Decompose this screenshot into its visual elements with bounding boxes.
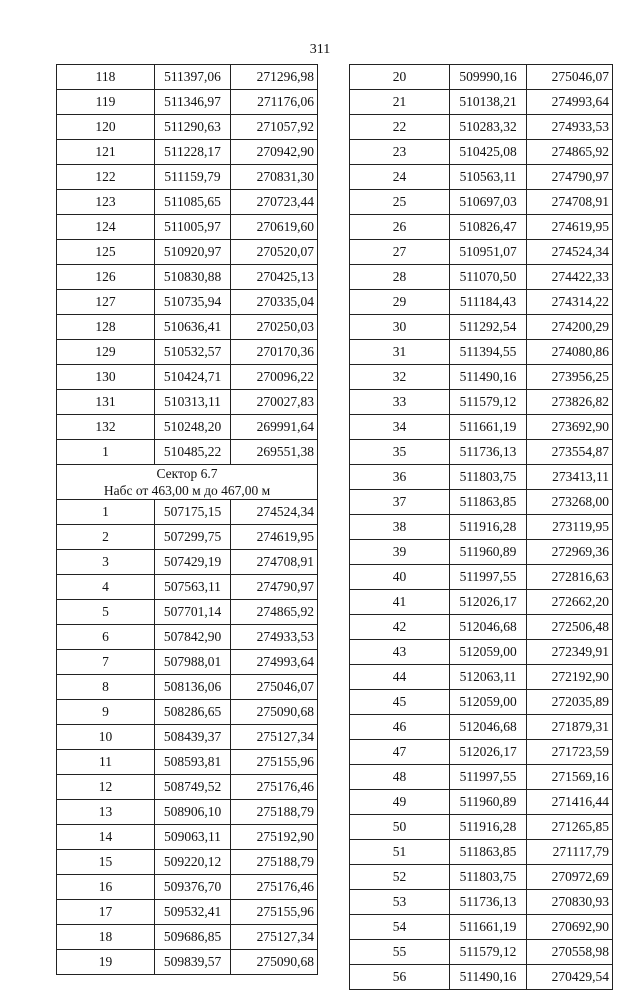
table-row [350, 740, 613, 765]
coordinate-x: 512026,17 [450, 740, 527, 765]
table-row [57, 140, 318, 165]
table-row [350, 465, 613, 490]
coordinate-x: 511346,97 [155, 90, 231, 115]
coordinate-y: 269991,64 [231, 415, 318, 440]
coordinate-y: 270250,03 [231, 315, 318, 340]
point-number: 125 [57, 240, 155, 265]
table-row [57, 90, 318, 115]
coordinate-x: 510138,21 [450, 90, 527, 115]
point-number: 23 [350, 140, 450, 165]
coordinate-x: 509532,41 [155, 900, 231, 925]
point-number: 124 [57, 215, 155, 240]
table-row [57, 775, 318, 800]
point-number: 42 [350, 615, 450, 640]
point-number: 17 [57, 900, 155, 925]
table-row [350, 665, 613, 690]
table-row [350, 540, 613, 565]
table-row [350, 640, 613, 665]
table-row [350, 940, 613, 965]
point-number: 46 [350, 715, 450, 740]
point-number: 35 [350, 440, 450, 465]
point-number: 26 [350, 215, 450, 240]
point-number: 131 [57, 390, 155, 415]
coordinate-y: 274933,53 [231, 625, 318, 650]
coordinate-y: 274933,53 [527, 115, 613, 140]
point-number: 130 [57, 365, 155, 390]
point-number: 49 [350, 790, 450, 815]
table-row [57, 800, 318, 825]
coordinate-y: 271723,59 [527, 740, 613, 765]
point-number: 43 [350, 640, 450, 665]
coordinate-y: 272816,63 [527, 565, 613, 590]
sector-title: Сектор 6.7 [156, 466, 218, 481]
table-body-left-top [57, 65, 318, 465]
table-row [57, 315, 318, 340]
table-row [57, 265, 318, 290]
coordinate-y: 273956,25 [527, 365, 613, 390]
coordinate-y: 275127,34 [231, 925, 318, 950]
coordinate-x: 511803,75 [450, 865, 527, 890]
coordinate-x: 507988,01 [155, 650, 231, 675]
coordinate-y: 273554,87 [527, 440, 613, 465]
coordinate-y: 271057,92 [231, 115, 318, 140]
coordinate-x: 508286,65 [155, 700, 231, 725]
point-number: 29 [350, 290, 450, 315]
table-row [57, 700, 318, 725]
coordinate-x: 510485,22 [155, 440, 231, 465]
coordinate-y: 275192,90 [231, 825, 318, 850]
point-number: 132 [57, 415, 155, 440]
point-number: 37 [350, 490, 450, 515]
coordinate-x: 509376,70 [155, 875, 231, 900]
coordinate-y: 271176,06 [231, 90, 318, 115]
coordinate-y: 274865,92 [231, 600, 318, 625]
coordinate-y: 270520,07 [231, 240, 318, 265]
point-number: 13 [57, 800, 155, 825]
coordinate-y: 270619,60 [231, 215, 318, 240]
table-row [350, 190, 613, 215]
table-row [350, 790, 613, 815]
point-number: 56 [350, 965, 450, 990]
point-number: 15 [57, 850, 155, 875]
coordinate-y: 272035,89 [527, 690, 613, 715]
coordinate-x: 508593,81 [155, 750, 231, 775]
point-number: 36 [350, 465, 450, 490]
coordinate-x: 509686,85 [155, 925, 231, 950]
point-number: 25 [350, 190, 450, 215]
table-row [350, 915, 613, 940]
table-row [350, 65, 613, 90]
coordinate-x: 509839,57 [155, 950, 231, 975]
table-row [350, 240, 613, 265]
coordinate-y: 275155,96 [231, 900, 318, 925]
table-row [350, 115, 613, 140]
coordinate-y: 272349,91 [527, 640, 613, 665]
point-number: 34 [350, 415, 450, 440]
coordinate-x: 511228,17 [155, 140, 231, 165]
point-number: 9 [57, 700, 155, 725]
point-number: 8 [57, 675, 155, 700]
point-number: 7 [57, 650, 155, 675]
point-number: 20 [350, 65, 450, 90]
point-number: 44 [350, 665, 450, 690]
coordinate-y: 275090,68 [231, 950, 318, 975]
sector-subtitle: Набс от 463,00 м до 467,00 м [103, 483, 271, 498]
point-number: 1 [57, 440, 155, 465]
table-row [57, 575, 318, 600]
point-number: 27 [350, 240, 450, 265]
coordinate-y: 274993,64 [527, 90, 613, 115]
coordinate-x: 511661,19 [450, 915, 527, 940]
point-number: 126 [57, 265, 155, 290]
coordinate-x: 510248,20 [155, 415, 231, 440]
table-row [350, 215, 613, 240]
coordinate-x: 511960,89 [450, 540, 527, 565]
table-row [57, 390, 318, 415]
point-number: 4 [57, 575, 155, 600]
coordinate-x: 511394,55 [450, 340, 527, 365]
point-number: 53 [350, 890, 450, 915]
sector-header-body [57, 465, 318, 500]
point-number: 48 [350, 765, 450, 790]
coordinate-x: 507299,75 [155, 525, 231, 550]
coordinate-y: 275188,79 [231, 850, 318, 875]
table-row [57, 525, 318, 550]
table-row [57, 850, 318, 875]
point-number: 33 [350, 390, 450, 415]
table-row [57, 600, 318, 625]
table-row [57, 925, 318, 950]
point-number: 40 [350, 565, 450, 590]
table-row [350, 965, 613, 990]
table-row [57, 340, 318, 365]
table-row [57, 550, 318, 575]
point-number: 6 [57, 625, 155, 650]
coordinate-x: 511916,28 [450, 515, 527, 540]
table-row [350, 890, 613, 915]
point-number: 51 [350, 840, 450, 865]
coordinate-x: 511579,12 [450, 390, 527, 415]
coordinate-x: 510563,11 [450, 165, 527, 190]
point-number: 118 [57, 65, 155, 90]
point-number: 28 [350, 265, 450, 290]
coordinate-y: 271416,44 [527, 790, 613, 815]
coordinate-y: 272506,48 [527, 615, 613, 640]
coordinate-y: 270692,90 [527, 915, 613, 940]
coordinate-y: 270096,22 [231, 365, 318, 390]
table-row [57, 950, 318, 975]
point-number: 123 [57, 190, 155, 215]
coordinate-x: 508906,10 [155, 800, 231, 825]
coordinate-x: 512063,11 [450, 665, 527, 690]
coordinate-y: 274865,92 [527, 140, 613, 165]
table-row [57, 725, 318, 750]
coordinate-x: 511863,85 [450, 490, 527, 515]
coordinate-x: 511290,63 [155, 115, 231, 140]
coordinate-x: 511490,16 [450, 965, 527, 990]
point-number: 2 [57, 525, 155, 550]
point-number: 54 [350, 915, 450, 940]
coordinate-y: 274524,34 [231, 500, 318, 525]
table-row [350, 390, 613, 415]
coordinate-x: 509220,12 [155, 850, 231, 875]
coordinate-x: 510697,03 [450, 190, 527, 215]
point-number: 3 [57, 550, 155, 575]
point-number: 41 [350, 590, 450, 615]
coordinate-y: 274524,34 [527, 240, 613, 265]
coordinate-y: 274080,86 [527, 340, 613, 365]
table-body-left-bottom [57, 500, 318, 975]
table-row [350, 365, 613, 390]
coordinate-y: 275188,79 [231, 800, 318, 825]
coordinate-y: 273692,90 [527, 415, 613, 440]
coordinate-x: 510636,41 [155, 315, 231, 340]
coordinate-y: 270425,13 [231, 265, 318, 290]
table-row [57, 625, 318, 650]
coordinate-x: 511397,06 [155, 65, 231, 90]
coordinate-y: 274708,91 [231, 550, 318, 575]
coordinate-x: 507175,15 [155, 500, 231, 525]
point-number: 32 [350, 365, 450, 390]
coordinate-x: 511579,12 [450, 940, 527, 965]
table-row [350, 715, 613, 740]
coordinate-y: 270335,04 [231, 290, 318, 315]
table-row [350, 765, 613, 790]
table-row [350, 840, 613, 865]
coordinate-y: 273119,95 [527, 515, 613, 540]
coordinate-x: 512059,00 [450, 640, 527, 665]
point-number: 1 [57, 500, 155, 525]
coordinate-y: 270170,36 [231, 340, 318, 365]
coordinate-x: 509990,16 [450, 65, 527, 90]
coordinate-x: 507842,90 [155, 625, 231, 650]
coordinate-x: 512046,68 [450, 615, 527, 640]
coordinate-y: 271296,98 [231, 65, 318, 90]
table-row [57, 365, 318, 390]
table-row [57, 240, 318, 265]
point-number: 122 [57, 165, 155, 190]
table-row [57, 875, 318, 900]
point-number: 50 [350, 815, 450, 840]
table-row [350, 865, 613, 890]
coordinate-x: 511916,28 [450, 815, 527, 840]
coordinate-y: 270558,98 [527, 940, 613, 965]
point-number: 30 [350, 315, 450, 340]
coordinate-x: 507701,14 [155, 600, 231, 625]
point-number: 39 [350, 540, 450, 565]
coordinate-x: 510830,88 [155, 265, 231, 290]
coordinate-x: 511159,79 [155, 165, 231, 190]
point-number: 119 [57, 90, 155, 115]
coordinate-y: 274790,97 [527, 165, 613, 190]
coordinate-y: 270831,30 [231, 165, 318, 190]
point-number: 19 [57, 950, 155, 975]
coordinate-y: 275127,34 [231, 725, 318, 750]
table-row [350, 165, 613, 190]
point-number: 128 [57, 315, 155, 340]
coordinate-x: 508136,06 [155, 675, 231, 700]
coordinate-x: 507429,19 [155, 550, 231, 575]
coordinate-y: 275155,96 [231, 750, 318, 775]
coordinate-x: 512026,17 [450, 590, 527, 615]
coordinate-y: 275046,07 [231, 675, 318, 700]
coordinate-x: 510951,07 [450, 240, 527, 265]
point-number: 129 [57, 340, 155, 365]
coordinate-y: 269551,38 [231, 440, 318, 465]
coordinate-x: 507563,11 [155, 575, 231, 600]
table-row [57, 650, 318, 675]
table-row [350, 290, 613, 315]
coordinate-x: 509063,11 [155, 825, 231, 850]
coordinate-y: 272969,36 [527, 540, 613, 565]
table-row [57, 750, 318, 775]
point-number: 22 [350, 115, 450, 140]
coordinate-x: 511960,89 [450, 790, 527, 815]
table-row [57, 500, 318, 525]
point-number: 16 [57, 875, 155, 900]
coordinate-x: 511997,55 [450, 565, 527, 590]
coordinate-y: 272662,20 [527, 590, 613, 615]
table-body-right [350, 65, 613, 990]
point-number: 38 [350, 515, 450, 540]
coordinate-x: 511661,19 [450, 415, 527, 440]
coordinate-y: 275090,68 [231, 700, 318, 725]
coordinate-x: 510735,94 [155, 290, 231, 315]
table-row [350, 515, 613, 540]
table-row [350, 340, 613, 365]
coordinate-x: 510826,47 [450, 215, 527, 240]
table-row [350, 565, 613, 590]
coordinate-x: 511184,43 [450, 290, 527, 315]
coordinate-x: 511490,16 [450, 365, 527, 390]
coordinate-y: 272192,90 [527, 665, 613, 690]
point-number: 127 [57, 290, 155, 315]
coordinate-y: 274993,64 [231, 650, 318, 675]
table-row [57, 65, 318, 90]
point-number: 21 [350, 90, 450, 115]
coordinate-y: 273826,82 [527, 390, 613, 415]
coordinate-y: 274619,95 [231, 525, 318, 550]
table-row [350, 265, 613, 290]
point-number: 14 [57, 825, 155, 850]
table-row [350, 490, 613, 515]
table-row [57, 825, 318, 850]
coordinate-y: 274708,91 [527, 190, 613, 215]
coordinate-y: 270972,69 [527, 865, 613, 890]
coordinate-y: 270027,83 [231, 390, 318, 415]
coordinate-x: 510424,71 [155, 365, 231, 390]
point-number: 55 [350, 940, 450, 965]
coordinate-y: 271117,79 [527, 840, 613, 865]
coordinate-x: 508439,37 [155, 725, 231, 750]
coordinate-x: 510283,32 [450, 115, 527, 140]
coordinate-x: 511085,65 [155, 190, 231, 215]
coordinate-y: 275046,07 [527, 65, 613, 90]
table-row [57, 115, 318, 140]
sector-header [57, 465, 318, 500]
table-row [57, 415, 318, 440]
coordinate-x: 510425,08 [450, 140, 527, 165]
coordinate-x: 511292,54 [450, 315, 527, 340]
point-number: 52 [350, 865, 450, 890]
point-number: 45 [350, 690, 450, 715]
table-row [350, 315, 613, 340]
table-row [57, 675, 318, 700]
table-row [350, 690, 613, 715]
table-row [350, 815, 613, 840]
table-row [57, 215, 318, 240]
coordinate-x: 511803,75 [450, 465, 527, 490]
coordinate-x: 511736,13 [450, 890, 527, 915]
coordinate-y: 273268,00 [527, 490, 613, 515]
coordinate-y: 270429,54 [527, 965, 613, 990]
coordinate-y: 270830,93 [527, 890, 613, 915]
point-number: 10 [57, 725, 155, 750]
coordinate-x: 511863,85 [450, 840, 527, 865]
table-row [57, 900, 318, 925]
coordinate-y: 270942,90 [231, 140, 318, 165]
table-row [350, 615, 613, 640]
point-number: 120 [57, 115, 155, 140]
table-row [350, 90, 613, 115]
coordinate-x: 508749,52 [155, 775, 231, 800]
coordinate-x: 510920,97 [155, 240, 231, 265]
point-number: 5 [57, 600, 155, 625]
table-row [57, 165, 318, 190]
coordinate-y: 271569,16 [527, 765, 613, 790]
coordinate-y: 274200,29 [527, 315, 613, 340]
coordinate-y: 275176,46 [231, 875, 318, 900]
coordinate-y: 274790,97 [231, 575, 318, 600]
coordinate-x: 512059,00 [450, 690, 527, 715]
point-number: 11 [57, 750, 155, 775]
coordinate-x: 510313,11 [155, 390, 231, 415]
table-row [350, 140, 613, 165]
table-row [57, 290, 318, 315]
table-row [350, 440, 613, 465]
coordinate-y: 271879,31 [527, 715, 613, 740]
coordinate-y: 274619,95 [527, 215, 613, 240]
point-number: 121 [57, 140, 155, 165]
coordinate-y: 274422,33 [527, 265, 613, 290]
point-number: 31 [350, 340, 450, 365]
coordinate-x: 512046,68 [450, 715, 527, 740]
table-row [350, 415, 613, 440]
coordinates-table-right [349, 64, 613, 990]
coordinate-y: 270723,44 [231, 190, 318, 215]
coordinate-y: 274314,22 [527, 290, 613, 315]
point-number: 18 [57, 925, 155, 950]
sector-header-row [57, 465, 318, 500]
coordinate-y: 271265,85 [527, 815, 613, 840]
coordinate-x: 511736,13 [450, 440, 527, 465]
point-number: 12 [57, 775, 155, 800]
point-number: 47 [350, 740, 450, 765]
coordinate-x: 511997,55 [450, 765, 527, 790]
coordinate-y: 275176,46 [231, 775, 318, 800]
coordinates-table-left [56, 64, 318, 975]
page-number: 311 [309, 42, 331, 57]
point-number: 24 [350, 165, 450, 190]
coordinate-x: 511005,97 [155, 215, 231, 240]
table-row [57, 190, 318, 215]
table-row [57, 440, 318, 465]
table-row [350, 590, 613, 615]
coordinate-y: 273413,11 [527, 465, 613, 490]
coordinate-x: 511070,50 [450, 265, 527, 290]
coordinate-x: 510532,57 [155, 340, 231, 365]
